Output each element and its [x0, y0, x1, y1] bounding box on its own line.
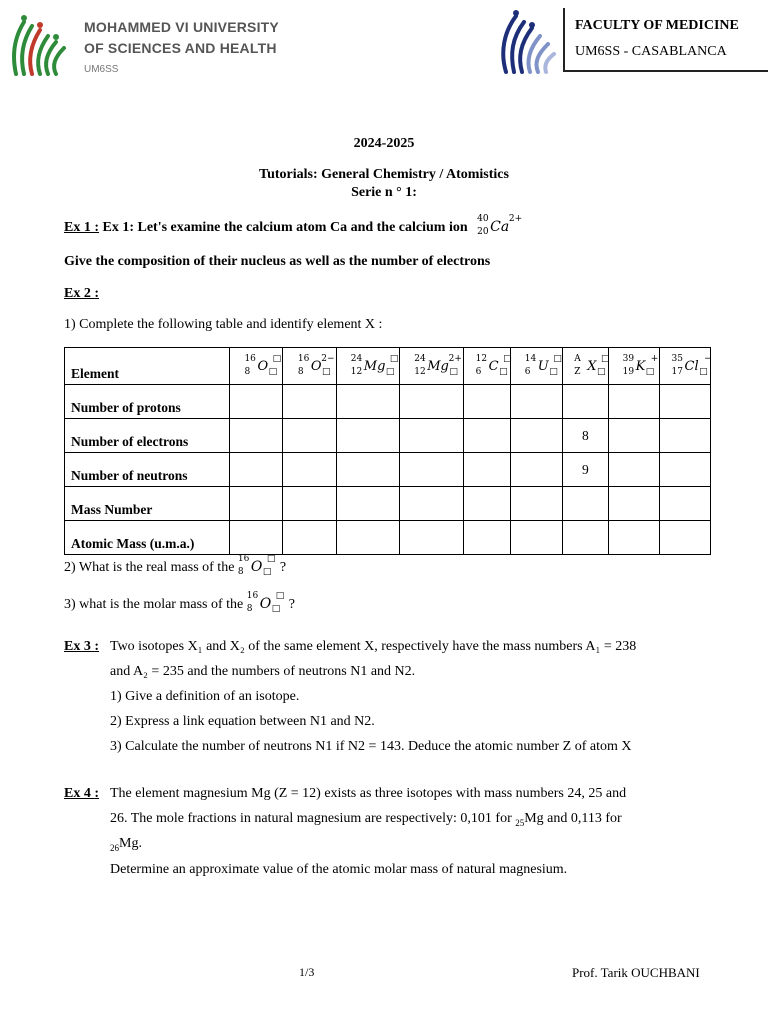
- table-cell: [511, 419, 563, 453]
- nuclide-mass: 35: [671, 354, 683, 364]
- nuclide-symbol: O: [259, 596, 272, 612]
- table-cell: [463, 453, 511, 487]
- nuclide-symbol: Mg: [363, 359, 386, 374]
- nuclide-box: □: [549, 367, 558, 377]
- table-cell: [336, 453, 399, 487]
- ion-atomic-number: 20: [477, 227, 489, 237]
- table-cell: [283, 487, 336, 521]
- ex2-label-colon: :: [94, 286, 100, 301]
- nuclide-mass: 14: [524, 354, 537, 364]
- ex4-text-3: [110, 836, 142, 853]
- table-row-label: Number of electrons: [65, 419, 230, 453]
- university-logo-icon: [10, 8, 72, 80]
- table-cell: [660, 385, 711, 419]
- table-cell: [660, 487, 711, 521]
- ex3-question-2: 2) Express a link equation between N1 and N2.: [110, 714, 375, 729]
- nuclide-charge: +: [650, 354, 659, 364]
- nuclide-charge: 2−: [321, 354, 335, 364]
- ex2-heading: [64, 286, 99, 302]
- nuclide-notation: [524, 354, 562, 377]
- nuclide-box: □: [271, 604, 281, 614]
- ex2-label: Ex 2: [64, 286, 95, 301]
- table-cell: [400, 521, 463, 555]
- nuclide-mass: 12: [475, 354, 488, 364]
- ex3-line-1: [64, 639, 99, 655]
- nuclide-charge: □: [503, 354, 512, 364]
- course-title: Tutorials: General Chemistry / Atomistics: [259, 167, 509, 182]
- nuclide-box: □: [385, 367, 395, 377]
- table-row: [65, 453, 711, 487]
- university-abbr: UM6SS: [84, 64, 119, 75]
- nuclide-z: 17: [671, 367, 683, 377]
- table-cell: [562, 385, 608, 419]
- nuclide-box: □: [645, 367, 655, 377]
- ex4-text-2a: 26. The mole fractions in natural magnesium are respectively: 0,101 for: [110, 811, 512, 826]
- table-row-label: Atomic Mass (u.m.a.): [65, 521, 230, 555]
- nuclide-symbol: C: [488, 359, 499, 374]
- nuclide-z: 12: [414, 367, 426, 377]
- table-cell: [283, 385, 336, 419]
- table-cell: [230, 453, 283, 487]
- ex4-question: Determine an approximate value of the atomic molar mass of natural magnesium.: [110, 862, 568, 877]
- nuclide-z: Z: [574, 367, 581, 377]
- nuclide-symbol: U: [537, 359, 549, 374]
- oxygen-nuclide-q3: [246, 591, 285, 614]
- ex2-question-1: 1) Complete the following table and identify element X :: [64, 317, 383, 332]
- table-cell: [608, 487, 659, 521]
- table-row: [65, 385, 711, 419]
- nuclide-notation: [244, 354, 282, 377]
- nuclide-mass: 16: [244, 354, 256, 364]
- nuclide-z: 12: [350, 367, 363, 377]
- table-cell: [660, 419, 711, 453]
- university-name-line1: MOHAMMED VI UNIVERSITY: [84, 19, 279, 35]
- ex3-label: Ex 3: [64, 639, 95, 654]
- faculty-subtitle: UM6SS - CASABLANCA: [575, 44, 727, 59]
- nuclide-notation: [475, 354, 512, 377]
- nuclide-mass: 39: [622, 354, 635, 364]
- table-cell: [562, 521, 608, 555]
- table-cell: [283, 419, 336, 453]
- ex2-question-3: [64, 591, 295, 614]
- table-cell: [400, 385, 463, 419]
- ex3-text-1: Two isotopes X₁ and X₂ of the same element X, respectively have the mass numbers A₁ = 238: [110, 639, 637, 654]
- table-cell: [336, 385, 399, 419]
- nuclide-z: 6: [475, 367, 482, 377]
- table-header-nuclide: [283, 348, 336, 385]
- table-header-nuclide: [562, 348, 608, 385]
- table-cell: [400, 453, 463, 487]
- nuclide-box: □: [262, 567, 272, 577]
- ex3-text-2: and A₂ = 235 and the numbers of neutrons N1 and N2.: [110, 664, 416, 679]
- table-header-nuclide: [400, 348, 463, 385]
- ex1-statement: [64, 214, 523, 237]
- table-row-label: Mass Number: [65, 487, 230, 521]
- series-title: Serie n ° 1:: [351, 185, 417, 200]
- table-header-nuclide: [660, 348, 711, 385]
- nuclide-charge: □: [272, 354, 282, 364]
- table-cell: [336, 521, 399, 555]
- table-cell: [283, 521, 336, 555]
- nuclide-mass: 24: [414, 354, 426, 364]
- mg25-text: Mg and 0,113 for: [524, 811, 622, 826]
- mg26-subscript: 26: [110, 842, 119, 853]
- nuclide-notation: [574, 354, 610, 377]
- mg26-text: Mg.: [119, 836, 142, 851]
- table-cell: [230, 385, 283, 419]
- table-cell: [660, 453, 711, 487]
- nuclide-mass: 16: [246, 591, 259, 601]
- nuclide-mass: 16: [237, 554, 250, 564]
- element-table: [64, 347, 711, 555]
- nuclide-notation: [297, 354, 335, 377]
- nuclide-mass: A: [574, 354, 581, 364]
- table-cell: [283, 453, 336, 487]
- nuclide-symbol: O: [257, 359, 269, 374]
- q2-end: ?: [279, 560, 287, 575]
- calcium-ion-nuclide: [477, 214, 523, 237]
- table-cell: [400, 487, 463, 521]
- table-cell: [230, 521, 283, 555]
- nuclide-notation: [414, 354, 462, 377]
- table-row: [65, 521, 711, 555]
- nuclide-charge: □: [553, 354, 562, 364]
- nuclide-symbol: O: [310, 359, 322, 374]
- nuclide-notation: [622, 354, 659, 377]
- table-cell: [562, 487, 608, 521]
- nuclide-charge: □: [275, 591, 285, 601]
- table-header-row: [65, 348, 711, 385]
- nuclide-z: 6: [524, 367, 531, 377]
- ex3-question-3: 3) Calculate the number of neutrons N1 if N2 = 143. Deduce the atomic number Z of atom X: [110, 739, 632, 754]
- ex4-heading: [64, 786, 99, 802]
- nuclide-symbol: Mg: [427, 359, 449, 374]
- faculty-box: [563, 8, 768, 72]
- ex4-label-colon: :: [94, 786, 100, 801]
- ex3-question-1: 1) Give a definition of an isotope.: [110, 689, 300, 704]
- table-row: [65, 487, 711, 521]
- table-cell: [463, 385, 511, 419]
- nuclide-box: □: [268, 367, 278, 377]
- ex1-label: Ex 1 :: [64, 220, 99, 235]
- nuclide-z: 8: [237, 567, 244, 577]
- author-name: Prof. Tarik OUCHBANI: [572, 965, 700, 980]
- faculty-logo-icon: [498, 6, 560, 78]
- nuclide-box: □: [499, 367, 508, 377]
- table-row-label: Number of neutrons: [65, 453, 230, 487]
- faculty-title: FACULTY OF MEDICINE: [575, 18, 739, 33]
- table-cell: [400, 419, 463, 453]
- table-cell: [511, 487, 563, 521]
- nuclide-box: □: [596, 367, 606, 377]
- oxygen-nuclide-q2: [237, 554, 276, 577]
- table-corner-element: Element: [65, 348, 230, 385]
- table-cell: 8: [562, 419, 608, 453]
- page-number: 1/3: [299, 965, 315, 979]
- table-header-nuclide: [511, 348, 563, 385]
- table-cell: [608, 521, 659, 555]
- nuclide-z: 8: [246, 604, 253, 614]
- ion-mass-number: 40: [477, 214, 489, 224]
- ex1-instruction: Give the composition of their nucleus as well as the number of electrons: [64, 254, 491, 269]
- nuclide-z: 19: [622, 367, 635, 377]
- ion-symbol: Ca: [490, 219, 510, 235]
- nuclide-notation: [671, 354, 712, 377]
- nuclide-charge: □: [266, 554, 276, 564]
- q2-text: 2) What is the real mass of the: [64, 560, 235, 575]
- q3-text: 3) what is the molar mass of the: [64, 597, 244, 612]
- ex2-question-2: [64, 554, 287, 577]
- q3-end: ?: [288, 597, 295, 612]
- ex4-label: Ex 4: [64, 786, 95, 801]
- university-name-line2: OF SCIENCES AND HEALTH: [84, 40, 277, 56]
- nuclide-charge: □: [600, 354, 610, 364]
- table-cell: [511, 453, 563, 487]
- nuclide-mass: 16: [297, 354, 310, 364]
- mg25-subscript: 25: [515, 817, 525, 828]
- table-cell: [608, 453, 659, 487]
- academic-year: 2024-2025: [353, 136, 415, 151]
- nuclide-mass: 24: [350, 354, 363, 364]
- table-cell: [511, 385, 563, 419]
- nuclide-symbol: X: [587, 359, 597, 374]
- table-cell: [660, 521, 711, 555]
- nuclide-symbol: K: [635, 359, 646, 374]
- nuclide-charge: −: [704, 354, 712, 364]
- nuclide-box: □: [449, 367, 458, 377]
- ex3-label-colon: :: [94, 639, 100, 654]
- table-cell: [336, 419, 399, 453]
- nuclide-charge: □: [389, 354, 399, 364]
- nuclide-notation: [350, 354, 399, 377]
- nuclide-box: □: [322, 367, 331, 377]
- table-header-nuclide: [463, 348, 511, 385]
- table-header-nuclide: [608, 348, 659, 385]
- table-cell: [608, 419, 659, 453]
- table-cell: [463, 419, 511, 453]
- nuclide-symbol: Cl: [684, 359, 699, 374]
- table-cell: [511, 521, 563, 555]
- table-row-label: Number of protons: [65, 385, 230, 419]
- table-row: [65, 419, 711, 453]
- table-cell: [463, 487, 511, 521]
- ex4-text-2: [110, 811, 622, 828]
- ex1-text: Ex 1: Let's examine the calcium atom Ca and the calcium ion: [102, 220, 468, 235]
- table-cell: [230, 419, 283, 453]
- table-cell: [336, 487, 399, 521]
- nuclide-z: 8: [244, 367, 251, 377]
- table-cell: [463, 521, 511, 555]
- ion-charge: 2+: [508, 214, 523, 224]
- nuclide-box: □: [699, 367, 708, 377]
- table-header-nuclide: [230, 348, 283, 385]
- nuclide-symbol: O: [250, 559, 263, 575]
- table-cell: [230, 487, 283, 521]
- nuclide-charge: 2+: [448, 354, 462, 364]
- table-header-nuclide: [336, 348, 399, 385]
- table-cell: [608, 385, 659, 419]
- table-cell: 9: [562, 453, 608, 487]
- nuclide-z: 8: [297, 367, 304, 377]
- ex4-text-1: The element magnesium Mg (Z = 12) exists as three isotopes with mass numbers 24, 25 and: [110, 786, 627, 801]
